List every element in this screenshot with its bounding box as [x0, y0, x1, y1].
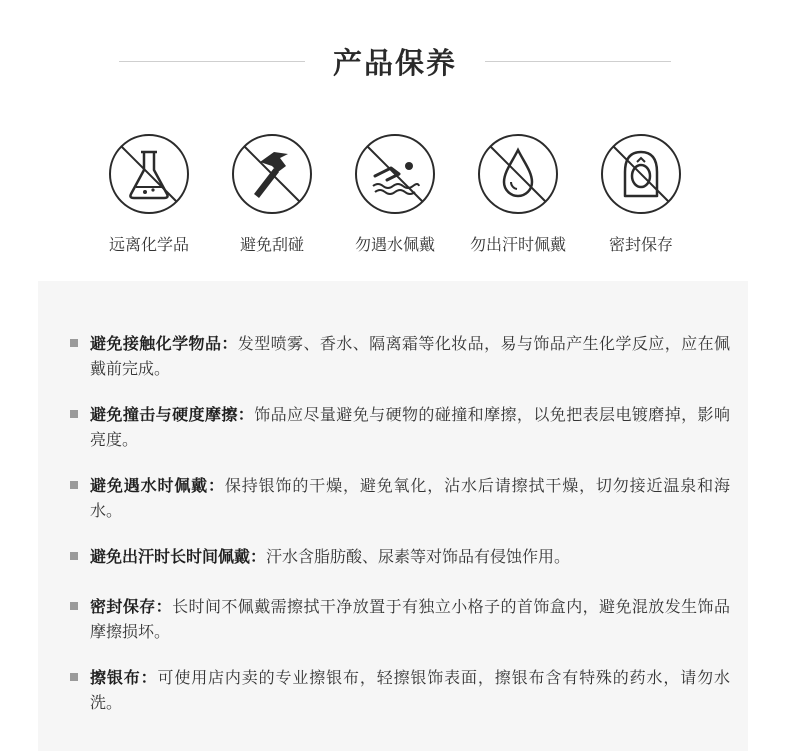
bullet-square-icon — [70, 673, 78, 681]
bullet-square-icon — [70, 481, 78, 489]
tip-item — [70, 544, 730, 569]
care-item-sweat — [456, 132, 580, 255]
care-label: 密封保存 — [608, 235, 673, 254]
tip-body: 长时间不佩戴需擦拭干净放置于有独立小格子的首饰盒内，避免混放发生饰品摩擦损坏。 — [90, 597, 730, 641]
care-tips-panel — [38, 281, 748, 751]
hammer-icon — [230, 132, 314, 216]
bullet-square-icon — [70, 339, 78, 347]
bullet-square-icon — [70, 552, 78, 560]
swimmer-icon — [353, 132, 437, 216]
tip-item — [70, 594, 730, 644]
tip-body: 可使用店内卖的专业擦银布，轻擦银饰表面，擦银布含有特殊的药水，请勿水洗。 — [90, 668, 730, 712]
care-label: 避免刮碰 — [239, 235, 304, 254]
tip-title: 避免出汗时长时间佩戴： — [90, 547, 267, 566]
tip-title: 擦银布： — [90, 668, 158, 687]
title-divider-right — [485, 61, 671, 62]
tip-title: 避免遇水时佩戴： — [90, 476, 225, 495]
tip-item — [70, 402, 730, 452]
care-label: 远离化学品 — [108, 235, 189, 254]
care-label: 勿遇水佩戴 — [354, 235, 435, 254]
page-title: 产品保养 — [332, 45, 457, 80]
care-item-bumps — [210, 132, 334, 255]
title-divider-left — [119, 61, 305, 62]
tip-title: 避免接触化学物品： — [90, 334, 238, 353]
tip-body: 汗水含脂肪酸、尿素等对饰品有侵蚀作用。 — [266, 547, 571, 566]
bullet-square-icon — [70, 410, 78, 418]
droplet-icon — [476, 132, 560, 216]
care-label: 勿出汗时佩戴 — [469, 235, 566, 254]
care-item-water — [333, 132, 457, 255]
tip-title: 避免撞击与硬度摩擦： — [90, 405, 255, 424]
tip-item — [70, 331, 730, 381]
care-item-storage — [579, 132, 703, 255]
care-item-chemicals — [87, 132, 211, 255]
tip-body: 保持银饰的干燥，避免氧化，沾水后请擦拭干燥，切勿接近温泉和海水。 — [90, 476, 730, 520]
ring-box-icon — [599, 132, 683, 216]
flask-icon — [107, 132, 191, 216]
section-header — [0, 38, 790, 84]
tip-body: 发型喷雾、香水、隔离霜等化妆品，易与饰品产生化学反应，应在佩戴前完成。 — [90, 334, 730, 378]
bullet-square-icon — [70, 602, 78, 610]
tip-item — [70, 473, 730, 523]
tip-item — [70, 665, 730, 715]
care-icons-row — [0, 132, 790, 262]
tip-title: 密封保存： — [90, 597, 173, 616]
tip-body: 饰品应尽量避免与硬物的碰撞和摩擦，以免把表层电镀磨掉，影响亮度。 — [90, 405, 730, 449]
